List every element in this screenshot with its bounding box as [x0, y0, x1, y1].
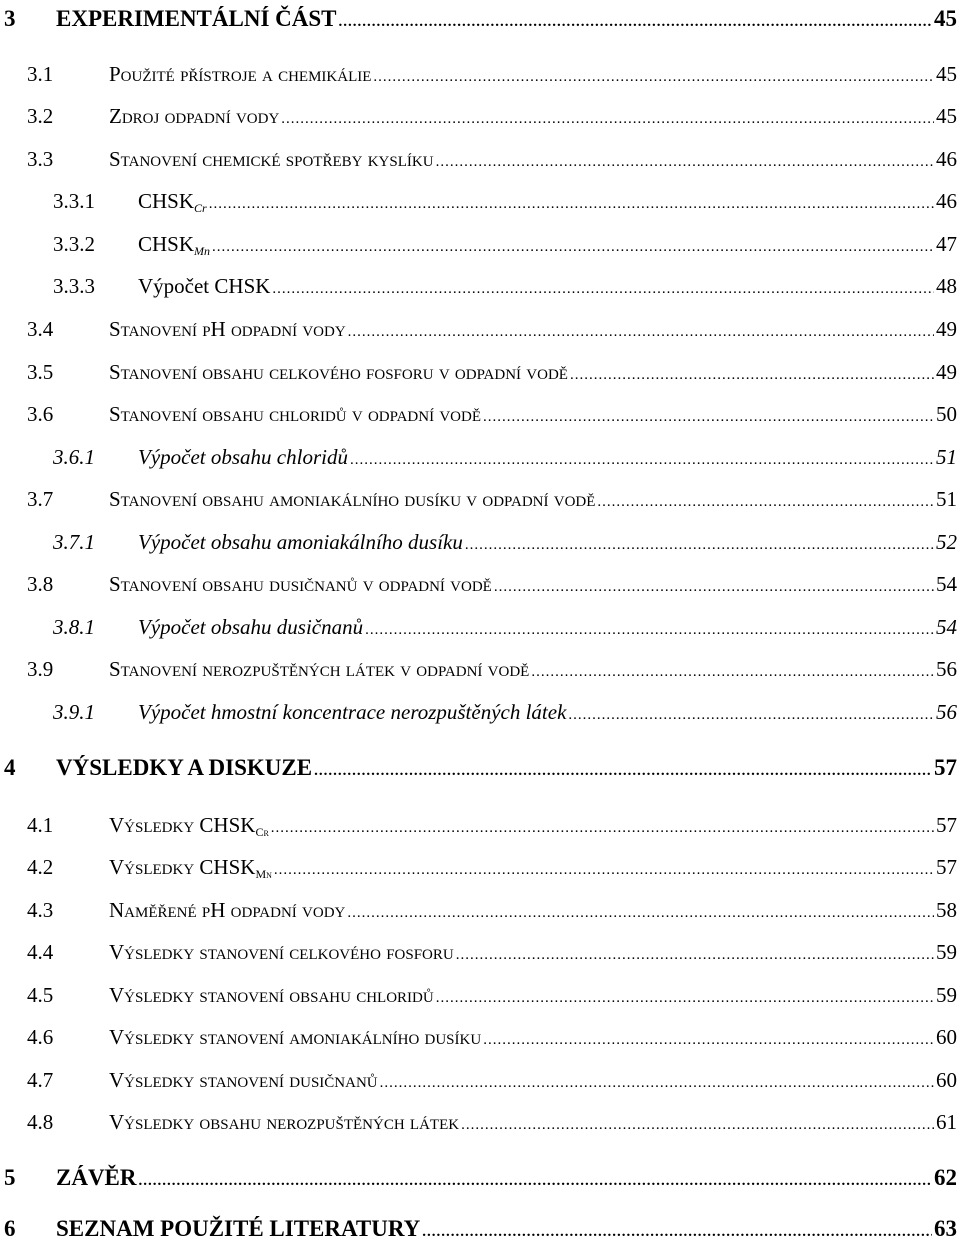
toc-entry[interactable]	[0, 269, 957, 303]
toc-page-number: 49	[936, 360, 957, 384]
toc-page-number: 62	[934, 1165, 957, 1190]
toc-entry[interactable]	[0, 751, 957, 785]
toc-entry[interactable]	[0, 227, 957, 261]
toc-page-number: 57	[936, 855, 957, 879]
toc-title	[138, 227, 210, 261]
toc-entry[interactable]	[0, 935, 957, 969]
toc-dot-leader	[597, 485, 934, 519]
toc-number: 3.3	[27, 147, 54, 171]
toc-number: 3.8	[27, 572, 54, 596]
toc-entry[interactable]	[0, 978, 957, 1012]
toc-page-number: 45	[936, 104, 957, 128]
toc-dot-leader	[373, 60, 934, 94]
toc-dot-leader	[465, 528, 934, 562]
toc-page-number: 54	[936, 615, 957, 639]
toc-dot-leader	[494, 570, 934, 604]
toc-title: Stanovení obsahu amoniakálního dusíku v odpadní vodě	[109, 487, 596, 511]
toc-entry[interactable]	[0, 610, 957, 644]
toc-number: 3	[4, 6, 16, 31]
toc-number: 6	[4, 1216, 16, 1241]
toc-title: Výsledky stanovení amoniakálního dusíku	[109, 1025, 482, 1049]
toc-title-subscript: Cr	[194, 201, 207, 215]
toc-entry[interactable]	[0, 482, 957, 516]
toc-entry[interactable]	[0, 355, 957, 389]
toc-number: 4.8	[27, 1110, 54, 1134]
toc-dot-leader	[570, 358, 934, 392]
toc-dot-leader	[272, 272, 934, 306]
toc-dot-leader	[212, 230, 934, 264]
toc-title: Stanovení obsahu dusičnanů v odpadní vodě	[109, 572, 492, 596]
toc-page-number: 54	[936, 572, 957, 596]
toc-title-text: CHSK	[138, 232, 195, 256]
toc-entry[interactable]	[0, 99, 957, 133]
toc-number: 3.3.3	[53, 274, 95, 298]
toc-number: 4.6	[27, 1025, 54, 1049]
toc-page-number: 49	[936, 317, 957, 341]
toc-dot-leader	[380, 1066, 934, 1100]
toc-page-number: 61	[936, 1110, 957, 1134]
toc-number: 3.1	[27, 62, 54, 86]
toc-dot-leader	[436, 145, 934, 179]
toc-page-number: 45	[934, 6, 957, 31]
toc-title: Výpočet obsahu amoniakálního dusíku	[138, 530, 463, 554]
toc-entry[interactable]	[0, 1161, 957, 1195]
toc-entry[interactable]	[0, 1020, 957, 1054]
toc-title: Výpočet obsahu dusičnanů	[138, 615, 364, 639]
toc-number: 4.3	[27, 898, 54, 922]
toc-title	[109, 850, 272, 884]
toc-number: 3.3.1	[53, 189, 95, 213]
toc-title: Stanovení obsahu celkového fosforu v odpadní vodě	[109, 360, 568, 384]
toc-number: 3.9	[27, 657, 54, 681]
toc-page-number: 52	[936, 530, 957, 554]
toc-title	[109, 808, 269, 842]
toc-title: Výsledky obsahu nerozpuštěných látek	[109, 1110, 460, 1134]
toc-title-subscript: Mn	[194, 244, 211, 258]
toc-dot-leader	[461, 1108, 934, 1142]
toc-entry[interactable]	[0, 652, 957, 686]
toc-number: 4	[4, 755, 16, 780]
toc-dot-leader	[422, 1217, 932, 1247]
toc-entry[interactable]	[0, 312, 957, 346]
toc-title: Výpočet hmostní koncentrace nerozpuštěných látek	[138, 700, 567, 724]
toc-title: Výsledky stanovení dusičnanů	[109, 1068, 378, 1092]
toc-page-number: 48	[936, 274, 957, 298]
toc-title: SEZNAM POUŽITÉ LITERATURY	[56, 1216, 421, 1241]
toc-number: 4.1	[27, 813, 54, 837]
toc-entry[interactable]	[0, 57, 957, 91]
toc-title: VÝSLEDKY A DISKUZE	[56, 755, 313, 780]
toc-number: 3.4	[27, 317, 54, 341]
toc-dot-leader	[350, 443, 934, 477]
toc-number: 3.3.2	[53, 232, 95, 256]
toc-number: 3.8.1	[53, 615, 95, 639]
toc-number: 4.7	[27, 1068, 54, 1092]
toc-entry[interactable]	[0, 567, 957, 601]
toc-number: 3.5	[27, 360, 54, 384]
toc-entry[interactable]	[0, 893, 957, 927]
toc-title-text: Výsledky CHSK	[109, 813, 256, 837]
toc-entry[interactable]	[0, 397, 957, 431]
toc-number: 3.9.1	[53, 700, 95, 724]
toc-page-number: 46	[936, 147, 957, 171]
toc-page-number: 46	[936, 189, 957, 213]
toc-number: 4.5	[27, 983, 54, 1007]
toc-title: Stanovení nerozpuštěných látek v odpadní vodě	[109, 657, 530, 681]
toc-entry[interactable]	[0, 525, 957, 559]
toc-dot-leader	[274, 853, 934, 887]
toc-page-number: 57	[934, 755, 957, 780]
toc-title	[138, 184, 207, 218]
toc-page-number: 63	[934, 1216, 957, 1241]
toc-entry[interactable]	[0, 184, 957, 218]
toc-page-number: 51	[936, 445, 957, 469]
toc-entry[interactable]	[0, 1063, 957, 1097]
toc-dot-leader	[339, 5, 932, 39]
toc-page-number: 59	[936, 983, 957, 1007]
toc-title: Použité přístroje a chemikálie	[109, 62, 372, 86]
toc-title: Stanovení pH odpadní vody	[109, 317, 346, 341]
toc-page-number: 60	[936, 1025, 957, 1049]
toc-dot-leader	[568, 698, 934, 732]
toc-number: 3.7	[27, 487, 54, 511]
toc-title: Výpočet CHSK	[138, 274, 271, 298]
toc-entry[interactable]	[0, 695, 957, 729]
toc-entry[interactable]	[0, 850, 957, 884]
toc-page-number: 58	[936, 898, 957, 922]
toc-dot-leader	[347, 896, 934, 930]
toc-title-text: Výsledky CHSK	[109, 855, 256, 879]
toc-page-number: 56	[936, 700, 957, 724]
toc-dot-leader	[531, 655, 934, 689]
toc-dot-leader	[483, 1023, 934, 1057]
toc-title: Stanovení obsahu chloridů v odpadní vodě	[109, 402, 482, 426]
toc-title: Výpočet obsahu chloridů	[138, 445, 348, 469]
toc-dot-leader	[365, 613, 934, 647]
toc-entry[interactable]	[0, 1105, 957, 1139]
toc-entry[interactable]	[0, 440, 957, 474]
toc-dot-leader	[483, 400, 934, 434]
toc-number: 5	[4, 1165, 16, 1190]
toc-entry[interactable]	[0, 808, 957, 842]
toc-dot-leader	[436, 981, 934, 1015]
toc-page-number: 45	[936, 62, 957, 86]
toc-page-number: 60	[936, 1068, 957, 1092]
toc-title-subscript: Mn	[255, 867, 272, 881]
toc-page-number: 51	[936, 487, 957, 511]
toc-title: Výsledky stanovení obsahu chloridů	[109, 983, 434, 1007]
toc-page-number: 59	[936, 940, 957, 964]
toc-page-number: 56	[936, 657, 957, 681]
toc-dot-leader	[314, 754, 932, 788]
toc-dot-leader	[348, 315, 934, 349]
toc-dot-leader	[281, 102, 934, 136]
toc-title: Naměřené pH odpadní vody	[109, 898, 346, 922]
toc-dot-leader	[139, 1164, 932, 1198]
toc-entry[interactable]	[0, 142, 957, 176]
toc-number: 4.4	[27, 940, 54, 964]
toc-title: EXPERIMENTÁLNÍ ČÁST	[56, 6, 337, 31]
toc-page-number: 50	[936, 402, 957, 426]
toc-entry[interactable]	[0, 2, 957, 36]
toc-title-subscript: Cr	[255, 825, 269, 839]
toc-title: Zdroj odpadní vody	[109, 104, 280, 128]
toc-number: 4.2	[27, 855, 54, 879]
toc-dot-leader	[456, 938, 934, 972]
toc-dot-leader	[271, 811, 934, 845]
toc-title: ZÁVĚR	[56, 1165, 137, 1190]
toc-page-number: 57	[936, 813, 957, 837]
toc-dot-leader	[209, 187, 934, 221]
toc-number: 3.6	[27, 402, 54, 426]
toc-entry[interactable]	[0, 1214, 957, 1244]
toc-page-number: 47	[936, 232, 957, 256]
toc-title: Stanovení chemické spotřeby kyslíku	[109, 147, 434, 171]
toc-number: 3.6.1	[53, 445, 95, 469]
toc-number: 3.7.1	[53, 530, 95, 554]
toc-title: Výsledky stanovení celkového fosforu	[109, 940, 454, 964]
toc-title-text: CHSK	[138, 189, 195, 213]
toc-number: 3.2	[27, 104, 54, 128]
